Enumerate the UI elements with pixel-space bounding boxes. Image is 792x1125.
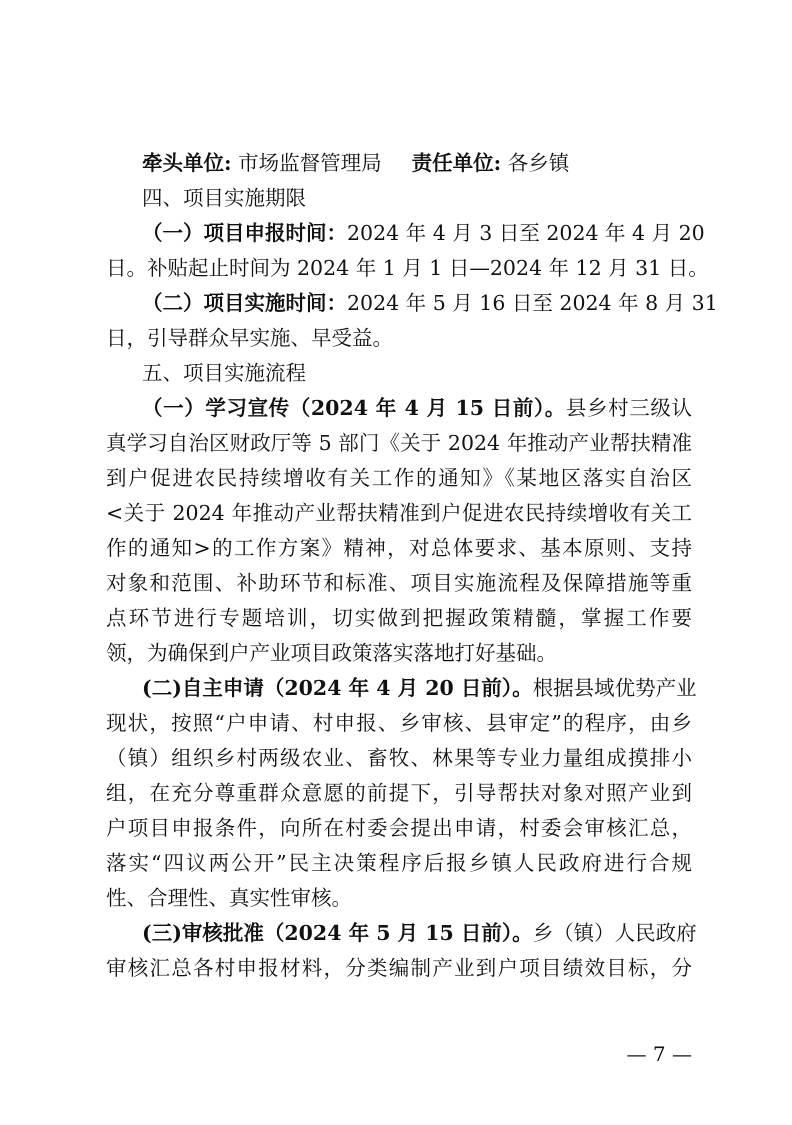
paragraph-line: （镇）组织乡村两级农业、畜牧、林果等专业力量组成摸排小 [106, 746, 692, 770]
paragraph-line [142, 671, 697, 705]
paragraph-line: 日，引导群众早实施、早受益。 [106, 326, 393, 350]
paragraph-line: 作的通知>的工作方案》精神，对总体要求、基本原则、支持 [106, 536, 692, 560]
lead-unit-value: 市场监督管理局 [231, 151, 382, 175]
paragraph-line: 对象和范围、补助环节和标准、项目实施流程及保障措施等重 [106, 571, 692, 595]
subsection-heading: （二）项目实施时间： [142, 291, 347, 315]
paragraph-line [142, 391, 692, 425]
paragraph-line: 日。补贴起止时间为 2024 年 1 月 1 日—2024 年 12 月 31 日。 [106, 256, 709, 280]
subsection-heading: （一）项目申报时间： [142, 221, 347, 245]
responsible-unit-value: 各乡镇 [501, 151, 570, 175]
paragraph-line: 真学习自治区财政厅等 5 部门《关于 2024 年推动产业帮扶精准 [106, 431, 692, 455]
paragraph-text: 根据县域优势产业 [532, 676, 697, 700]
paragraph-text: 2024 年 4 月 3 日至 2024 年 4 月 20 [347, 221, 705, 245]
paragraph-line: 组，在充分尊重群众意愿的前提下，引导帮扶对象对照产业到 [106, 781, 692, 805]
paragraph-line: 领，为确保到户产业项目政策落实落地打好基础。 [106, 641, 557, 665]
subsection-heading: (三)审核批准（2024 年 5 月 15 日前）。 [142, 921, 533, 945]
paragraph-line [142, 286, 718, 320]
paragraph-line: 到户促进农民持续增收有关工作的通知》《某地区落实自治区 [106, 466, 692, 490]
unit-line [142, 146, 728, 180]
section-heading: 四、项目实施期限 [142, 186, 306, 210]
section-heading: 五、项目实施流程 [142, 361, 306, 385]
paragraph-line: 点环节进行专题培训，切实做到把握政策精髓，掌握工作要 [106, 606, 692, 630]
paragraph-text: 乡（镇）人民政府 [532, 921, 697, 945]
page-number: — 7 — [626, 1042, 692, 1066]
paragraph-line: 户项目申报条件，向所在村委会提出申请，村委会审核汇总， [106, 816, 692, 840]
responsible-unit-label: 责任单位: [411, 151, 502, 175]
paragraph-line: 审核汇总各村申报材料，分类编制产业到户项目绩效目标，分 [106, 956, 692, 980]
paragraph-line: 落实“四议两公开”民主决策程序后报乡镇人民政府进行合规 [106, 851, 692, 875]
paragraph-line [142, 216, 705, 250]
paragraph-line: <关于 2024 年推动产业帮扶精准到户促进农民持续增收有关工 [106, 501, 692, 525]
paragraph-line: 性、合理性、真实性审核。 [106, 886, 352, 910]
subsection-heading: (二)自主申请（2024 年 4 月 20 日前）。 [142, 676, 533, 700]
subsection-heading: （一）学习宣传（2024 年 4 月 15 日前）。 [142, 396, 566, 420]
paragraph-text: 2024 年 5 月 16 日至 2024 年 8 月 31 [347, 291, 718, 315]
paragraph-text: 县乡村三级认 [565, 396, 692, 420]
paragraph-line [142, 916, 697, 950]
lead-unit-label: 牵头单位: [142, 151, 232, 175]
paragraph-line: 现状，按照“户申请、村申报、乡审核、县审定”的程序，由乡 [106, 711, 692, 735]
